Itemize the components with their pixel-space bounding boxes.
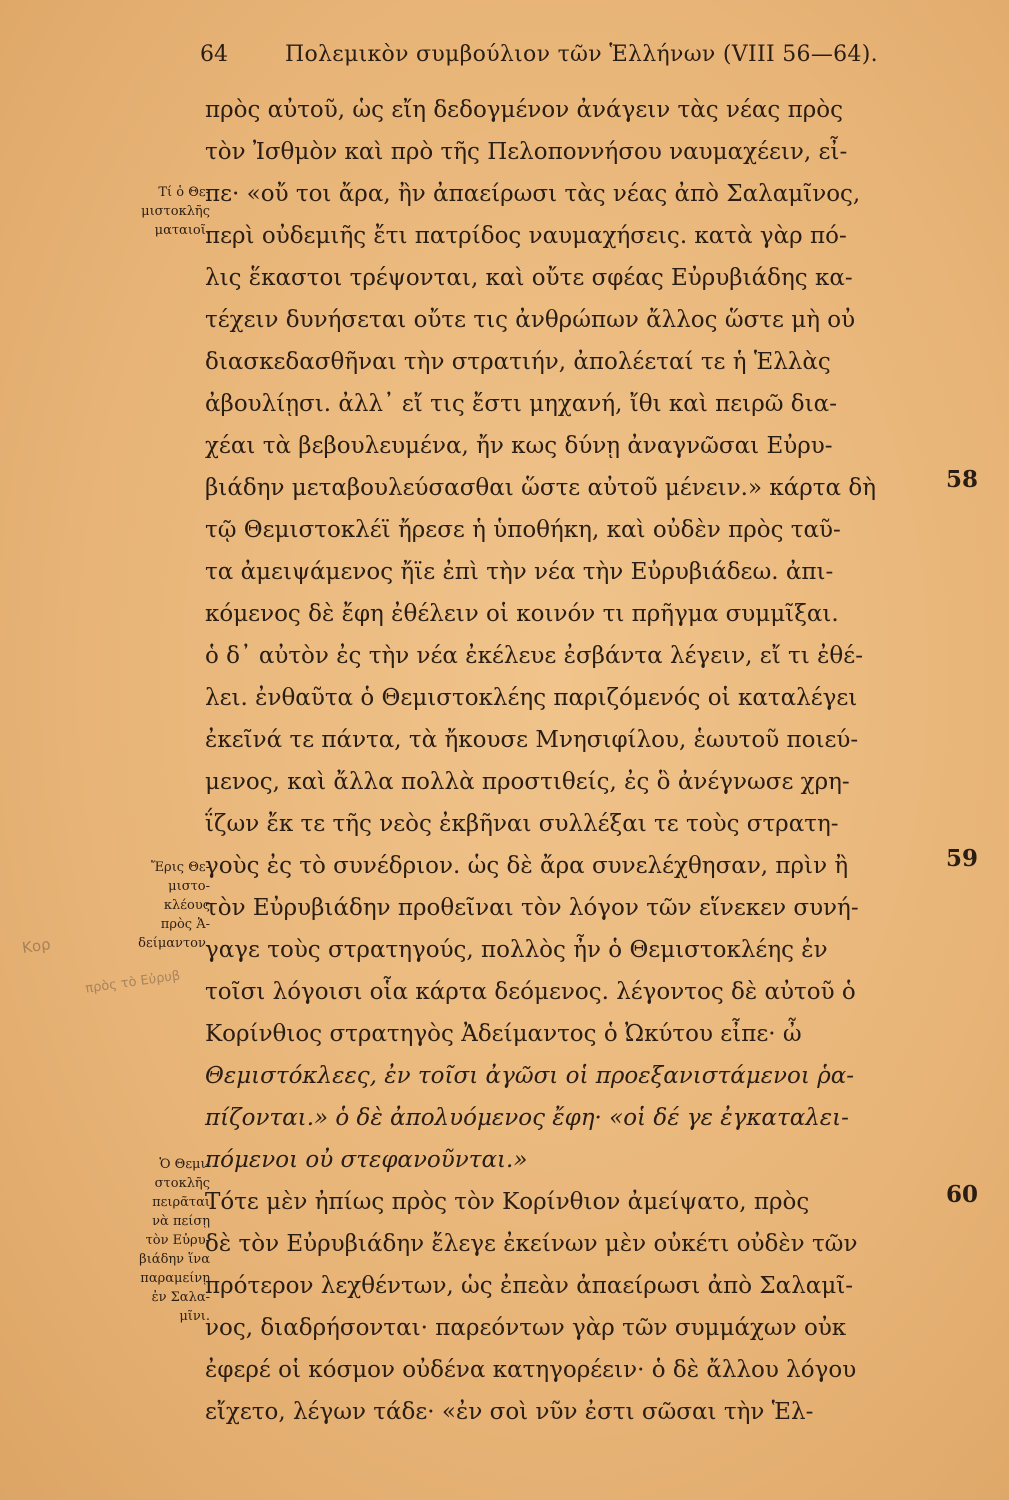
margin-note-line: Ὁ Θεμι- <box>159 1157 210 1172</box>
margin-note <box>100 1155 210 1326</box>
text-line: βιάδην μεταβουλεύσασθαι ὥστε αὐτοῦ μένειν.» κάρτα δὴ <box>205 475 876 501</box>
text-line: τῷ Θεμιστοκλέϊ ἤρεσε ἡ ὑποθήκη, καὶ οὐδὲν πρὸς ταῦ- <box>205 517 841 543</box>
text-line: λις ἕκαστοι τρέψονται, καὶ οὔτε σφέας Εὐρυβιάδης κα- <box>205 265 853 291</box>
margin-note-line: Τί ὁ Θε- <box>158 185 210 200</box>
text-line: ΐζων ἔκ τε τῆς νεὸς ἐκβῆναι συλλέξαι τε τοὺς στρατη- <box>205 811 839 837</box>
text-line: τα ἀμειψάμενος ἤϊε ἐπὶ τὴν νέα τὴν Εὐρυβιάδεω. ἀπι- <box>205 559 834 585</box>
text-line: χέαι τὰ βεβουλευμένα, ἤν κως δύνῃ ἀναγνῶσαι Εὐρυ- <box>205 433 833 459</box>
section-number: 59 <box>946 845 979 872</box>
text-line-italic: πίζονται.» ὁ δὲ ἀπολυόμενος ἔφη· «οἱ δέ γε ἐγκαταλει- <box>205 1105 849 1131</box>
margin-note <box>100 858 210 953</box>
text-line: τέχειν δυνήσεται οὔτε τις ἀνθρώπων ἄλλος ὥστε μὴ οὐ <box>205 307 856 333</box>
margin-note-line: ματαιοῖ. <box>154 223 210 238</box>
margin-note-line: στοκλῆς <box>154 1176 210 1191</box>
text-line: εἴχετο, λέγων τάδε· «ἐν σοὶ νῦν ἐστι σῶσαι τὴν Ἑλ- <box>205 1399 814 1425</box>
running-header <box>200 36 960 76</box>
text-line: μενος, καὶ ἄλλα πολλὰ προστιθείς, ἐς ὃ ἀνέγνωσε χρη- <box>205 769 850 795</box>
margin-note-line: Ἔρις Θε- <box>150 860 210 875</box>
section-number: 58 <box>946 466 979 493</box>
text-line: ὁ δ᾽ αὐτὸν ἐς τὴν νέα ἐκέλευε ἐσβάντα λέγειν, εἴ τι ἐθέ- <box>205 643 863 669</box>
text-line: τοῖσι λόγοισι οἷα κάρτα δεόμενος. λέγοντος δὲ αὐτοῦ ὁ <box>205 979 856 1005</box>
text-line: διασκεδασθῆναι τὴν στρατιήν, ἀπολέεταί τε ἡ Ἑλλὰς <box>205 349 831 375</box>
text-line: Κορίνθιος στρατηγὸς Ἀδείμαντος ὁ Ὠκύτου εἶπε· ὦ <box>205 1021 802 1047</box>
text-line: νος, διαδρήσονται· παρεόντων γὰρ τῶν συμμάχων οὐκ <box>205 1315 847 1341</box>
text-line: τὸν Ἰσθμὸν καὶ πρὸ τῆς Πελοποννήσου ναυμαχέειν, εἶ- <box>205 139 848 165</box>
text-line: τὸν Εὐρυβιάδην προθεῖναι τὸν λόγον τῶν εἵνεκεν συνή- <box>205 895 859 921</box>
margin-note-line: δείμαντον. <box>138 936 210 951</box>
text-line: δὲ τὸν Εὐρυβιάδην ἔλεγε ἐκείνων μὲν οὐκέτι οὐδὲν τῶν <box>205 1231 858 1257</box>
margin-note-line: παραμείνῃ <box>140 1271 210 1286</box>
text-line: ἐφερέ οἱ κόσμον οὐδένα κατηγορέειν· ὁ δὲ ἄλλου λόγου <box>205 1357 857 1383</box>
pencil-annotation: πρὸς τὸ Εὐρυβ <box>84 968 182 997</box>
text-line: λει. ἐνθαῦτα ὁ Θεμιστοκλέης παριζόμενός οἱ καταλέγει <box>205 685 858 711</box>
text-line: γοὺς ἐς τὸ συνέδριον. ὡς δὲ ἄρα συνελέχθησαν, πρὶν ἢ <box>205 853 849 879</box>
margin-note-line: μιστο- <box>168 879 210 894</box>
text-line: πρότερον λεχθέντων, ὡς ἐπεὰν ἀπαείρωσι ἀπὸ Σαλαμῖ- <box>205 1273 854 1299</box>
margin-note-line: πρὸς Ἀ- <box>160 917 210 932</box>
text-line-italic: Θεμιστόκλεες, ἐν τοῖσι ἀγῶσι οἱ προεξανιστάμενοι ῥα- <box>205 1063 855 1089</box>
margin-note-line: κλέους <box>163 898 210 913</box>
text-line: ἀβουλίῃσι. ἀλλ᾽ εἴ τις ἔστι μηχανή, ἴθι καὶ πειρῶ δια- <box>205 391 837 417</box>
text-line: περὶ οὐδεμιῆς ἔτι πατρίδος ναυμαχήσεις. κατὰ γὰρ πό- <box>205 223 847 249</box>
margin-note-line: ἐν Σαλα- <box>151 1290 210 1305</box>
margin-note-line: βιάδην ἵνα <box>139 1252 210 1267</box>
text-line: κόμενος δὲ ἔφη ἐθέλειν οἱ κοινόν τι πρῆγμα συμμῖξαι. <box>205 601 839 627</box>
section-number: 60 <box>946 1181 979 1208</box>
text-line-italic: πόμενοι οὐ στεφανοῦνται.» <box>205 1147 528 1173</box>
text-line: Τότε μὲν ἠπίως πρὸς τὸν Κορίνθιον ἀμείψατο, πρὸς <box>205 1189 810 1215</box>
text-line: πε· «οὔ τοι ἄρα, ἢν ἀπαείρωσι τὰς νέας ἀπὸ Σαλαμῖνος, <box>205 181 861 207</box>
margin-note-line: μιστοκλῆς <box>141 204 210 219</box>
running-title: Πολεμικὸν συμβούλιον τῶν Ἑλλήνων (VIII 56—64). <box>285 42 878 67</box>
text-line: ἐκεῖνά τε πάντα, τὰ ἤκουσε Μνησιφίλου, ἑωυτοῦ ποιεύ- <box>205 727 859 753</box>
text-line: γαγε τοὺς στρατηγούς, πολλὸς ἦν ὁ Θεμιστοκλέης ἐν <box>205 937 828 963</box>
margin-note-line: μῖνι. <box>179 1309 210 1324</box>
margin-note-line: τὸν Εὐρυ- <box>145 1233 210 1248</box>
text-line: πρὸς αὐτοῦ, ὡς εἴη δεδογμένον ἀνάγειν τὰς νέας πρὸς <box>205 97 843 123</box>
margin-note <box>100 183 210 240</box>
margin-note-line: νὰ πείσῃ <box>152 1214 210 1229</box>
page-number: 64 <box>200 42 228 67</box>
pencil-annotation: Κορ <box>20 935 52 957</box>
margin-note-line: πειρᾶται <box>152 1195 210 1210</box>
